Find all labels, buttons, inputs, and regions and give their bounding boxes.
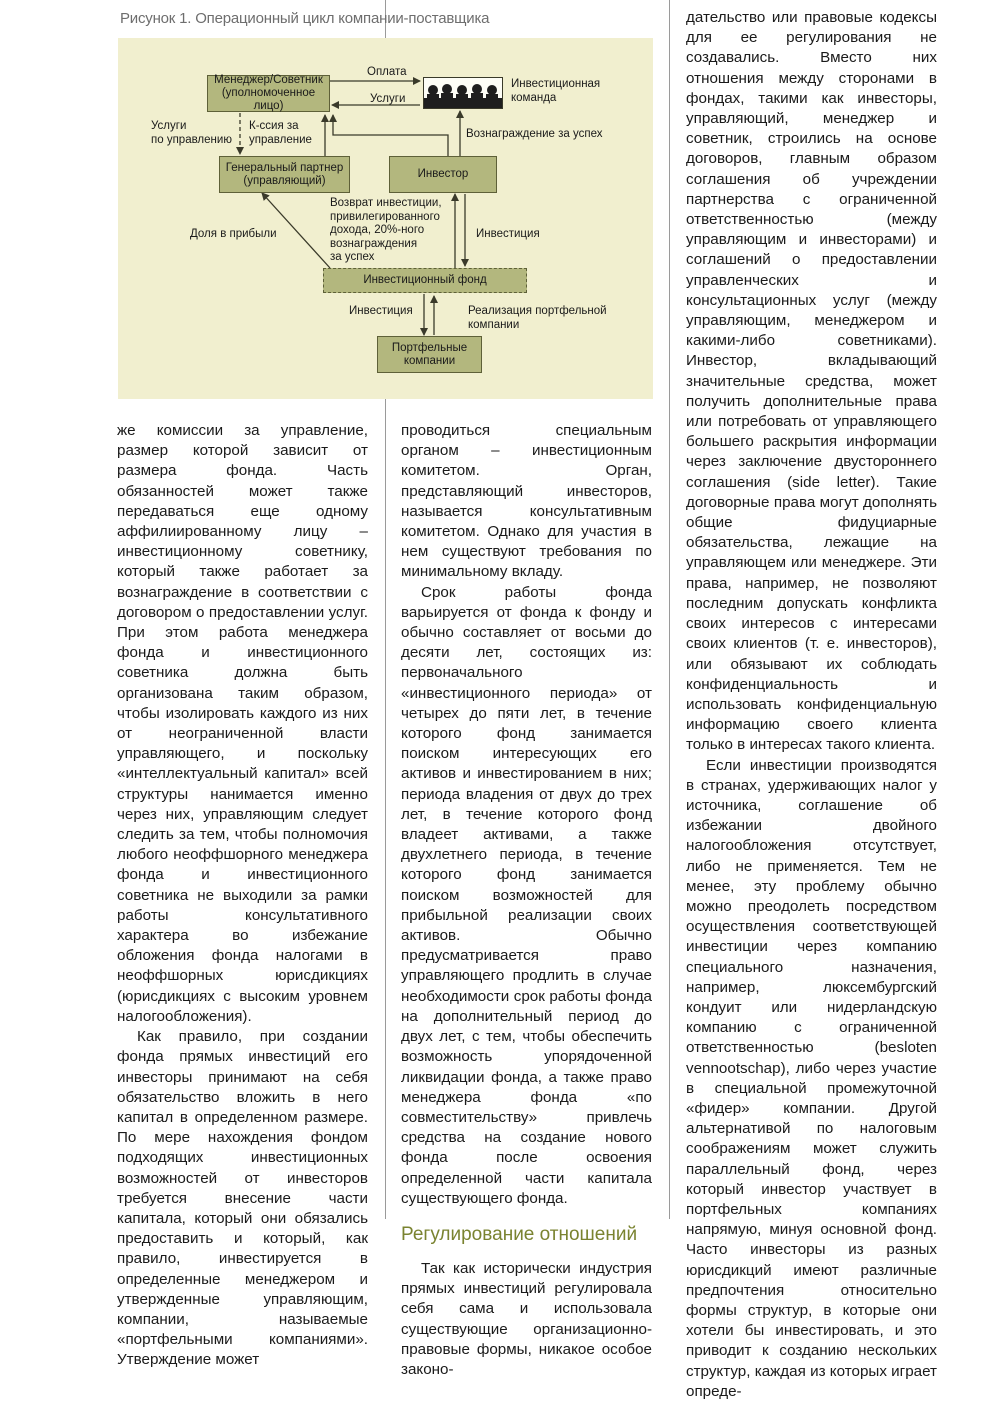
portfolio-exit-label: Реализация портфельной компании bbox=[468, 305, 607, 331]
investment-upper-label: Инвестиция bbox=[476, 228, 540, 240]
profit-share-label: Доля в прибыли bbox=[190, 228, 277, 240]
paragraph: же комиссии за управление, размер которой зависит от размера фонда. Часть обязанностей может также передаваться еще одному аффилиированному лицу – инвестиционному советнику, который также работает за вознаграждение в соответствии с договором о предоставлении услуг. При этом работа менеджера фонда и инвестиционного советника должна быть организована таким образом, чтобы изолировать каждого из них от неограниченной власти управляющего, и поскольку «интеллектуальный капитал» всей структуры нанимается именно через них, управляющим следует следить за тем, чтобы полномочия любого неоффшорного менеджера фонда и инвестиционного советника не выходили за рамки работы консультативного характера во избежание обложения фонда налогами в неоффшорных юрисдикциях (юрисдикциях с высоким уровнем налогообложения). bbox=[117, 422, 368, 1025]
investor-box: Инвестор bbox=[389, 156, 497, 193]
services-label: Услуги bbox=[370, 93, 406, 105]
paragraph: дательство или правовые кодексы для ее регулирования не создавались. Вместо них отношения между сторонами в фондах, такими как инвесторы, управляющий, менеджер и советник, строились на основе договоров, главным образом соглашения об учреждении партнерства с ограниченной ответственностью (между управляющим и инвесторами) и соглашений о предоставлении управленческих и консультационных услуг (между управляющим, менеджером и какими-либо советниками). Инвестор, вкладывающий значительные средства, может получить дополнительные права или потребовать от управляющего большего раскрытия информации через заключение двустороннего соглашения (side letter). Такие договорные права могут дополнять общие фидуциарные обязательства, лежащие на управляющем или менеджере. Эти права, например, не позволяют последним допускать конфликта своих интересов с интересами своих клиентов (т. е. инвесторов), или обязывают их соблюдать конфиденциальность и использовать конфиденциальную информацию своего клиента только в интересах такого клиента. bbox=[686, 9, 937, 754]
paragraph: Срок работы фонда варьируется от фонда к фонду и обычно составляет от восьми до десяти лет, состоящих из: первоначального «инвестиционного периода» от четырех до пяти лет, в течение которого фонд занимается поиском интересующих его активов и инвестированием в них; периода владения от двух до трех лет, в течение которого фонд владеет активами, а также двухлетнего периода, в течение которого фонд занимается поиском возможностей для прибыльной реализации своих активов. Обычно предусматривается право управляющего продлить в случае необходимости срок работы фонда на дополнительный период до двух лет, с тем, чтобы обеспечить возможность упорядоченной ликвидации фонда, а также право менеджера фонда «по совместительству» привлечь средства на создание нового фонда после освоения определенной части капитала существующего фонда. bbox=[401, 583, 652, 1207]
operational-cycle-diagram bbox=[118, 38, 653, 399]
mgmt-fee-label: К-ссия за управление bbox=[249, 120, 312, 146]
paragraph: Как правило, при создании фонда прямых инвестиций его инвесторы принимают на себя обязательство вложить в него капитал в определенном размере. По мере нахождения фондом подходящих инвестиционных возможностей от инвесторов требуется внесение части капитала, который они обязались предоставить и который, как правило, инвестируется в определенные менеджером и утвержденные управляющим, компании, называемые «портфельными компаниями». Утверждение может bbox=[117, 1028, 368, 1369]
paragraph: Так как исторически индустрия прямых инвестиций регулировала себя сама и использовала существующие организационно-правовые формы, никакое особое законо- bbox=[401, 1259, 652, 1378]
column-divider-right bbox=[669, 0, 670, 1219]
investment-team-image bbox=[423, 77, 503, 109]
paragraph: Если инвестиции производятся в странах, удерживающих налог у источника, соглашение об избежании двойного налогообложения отсутствует, либо не применяется. Тем не менее, эту проблему обычно можно преодолеть посредством осуществления соответствующей инвестиции через компанию специального назначения, например, люксембургский кондуит или нидерландскую компанию с ограниченной ответственностью (besloten vennootschap), либо через участие в специальной промежуточной «фидер» компании. Другой альтернативой по налоговым соображениям может служить параллельный фонд, через который инвестор участвует в портфельных компаниях напрямую, минуя основной фонд. Часто инвесторы из разных юрисдикций имеют различные предпочтения относительно формы структур, в которые они хотели бы инвестировать, и это приводит к созданию нескольких структур, каждая из которых играет опреде- bbox=[686, 756, 937, 1400]
payment-label: Оплата bbox=[367, 66, 407, 78]
article-column-2 bbox=[401, 421, 652, 1380]
investment-fund-box: Инвестиционный фонд bbox=[323, 268, 527, 293]
arrow-investor-to-manager bbox=[333, 115, 448, 157]
general-partner-box: Генеральный партнер (управляющий) bbox=[219, 156, 350, 193]
audience-silhouette-icon bbox=[424, 78, 502, 108]
investment-team-label: Инвестиционная команда bbox=[511, 78, 601, 104]
paragraph: проводиться специальным органом – инвестиционным комитетом. Орган, представляющий инвесторов, называется консультативным комитетом. Однако для участия в нем существуют требования по минимальному вкладу. bbox=[401, 422, 652, 581]
article-column-1 bbox=[117, 421, 368, 1371]
mgmt-services-label: Услуги по управлению bbox=[151, 120, 232, 146]
success-fee-label: Вознаграждение за успех bbox=[466, 128, 603, 140]
portfolio-companies-box: Портфельные компании bbox=[377, 336, 482, 373]
manager-advisor-box: Менеджер/Советник (уполномоченное лицо) bbox=[207, 75, 330, 112]
return-label: Возврат инвестиции, привилегированного дохода, 20%-ного вознаграждения за успех bbox=[330, 197, 442, 263]
article-column-3 bbox=[686, 8, 937, 1402]
figure-caption: Рисунок 1. Операционный цикл компании-поставщика bbox=[120, 10, 490, 27]
section-heading: Регулирование отношений bbox=[401, 1223, 638, 1245]
investment-lower-label: Инвестиция bbox=[349, 305, 413, 317]
